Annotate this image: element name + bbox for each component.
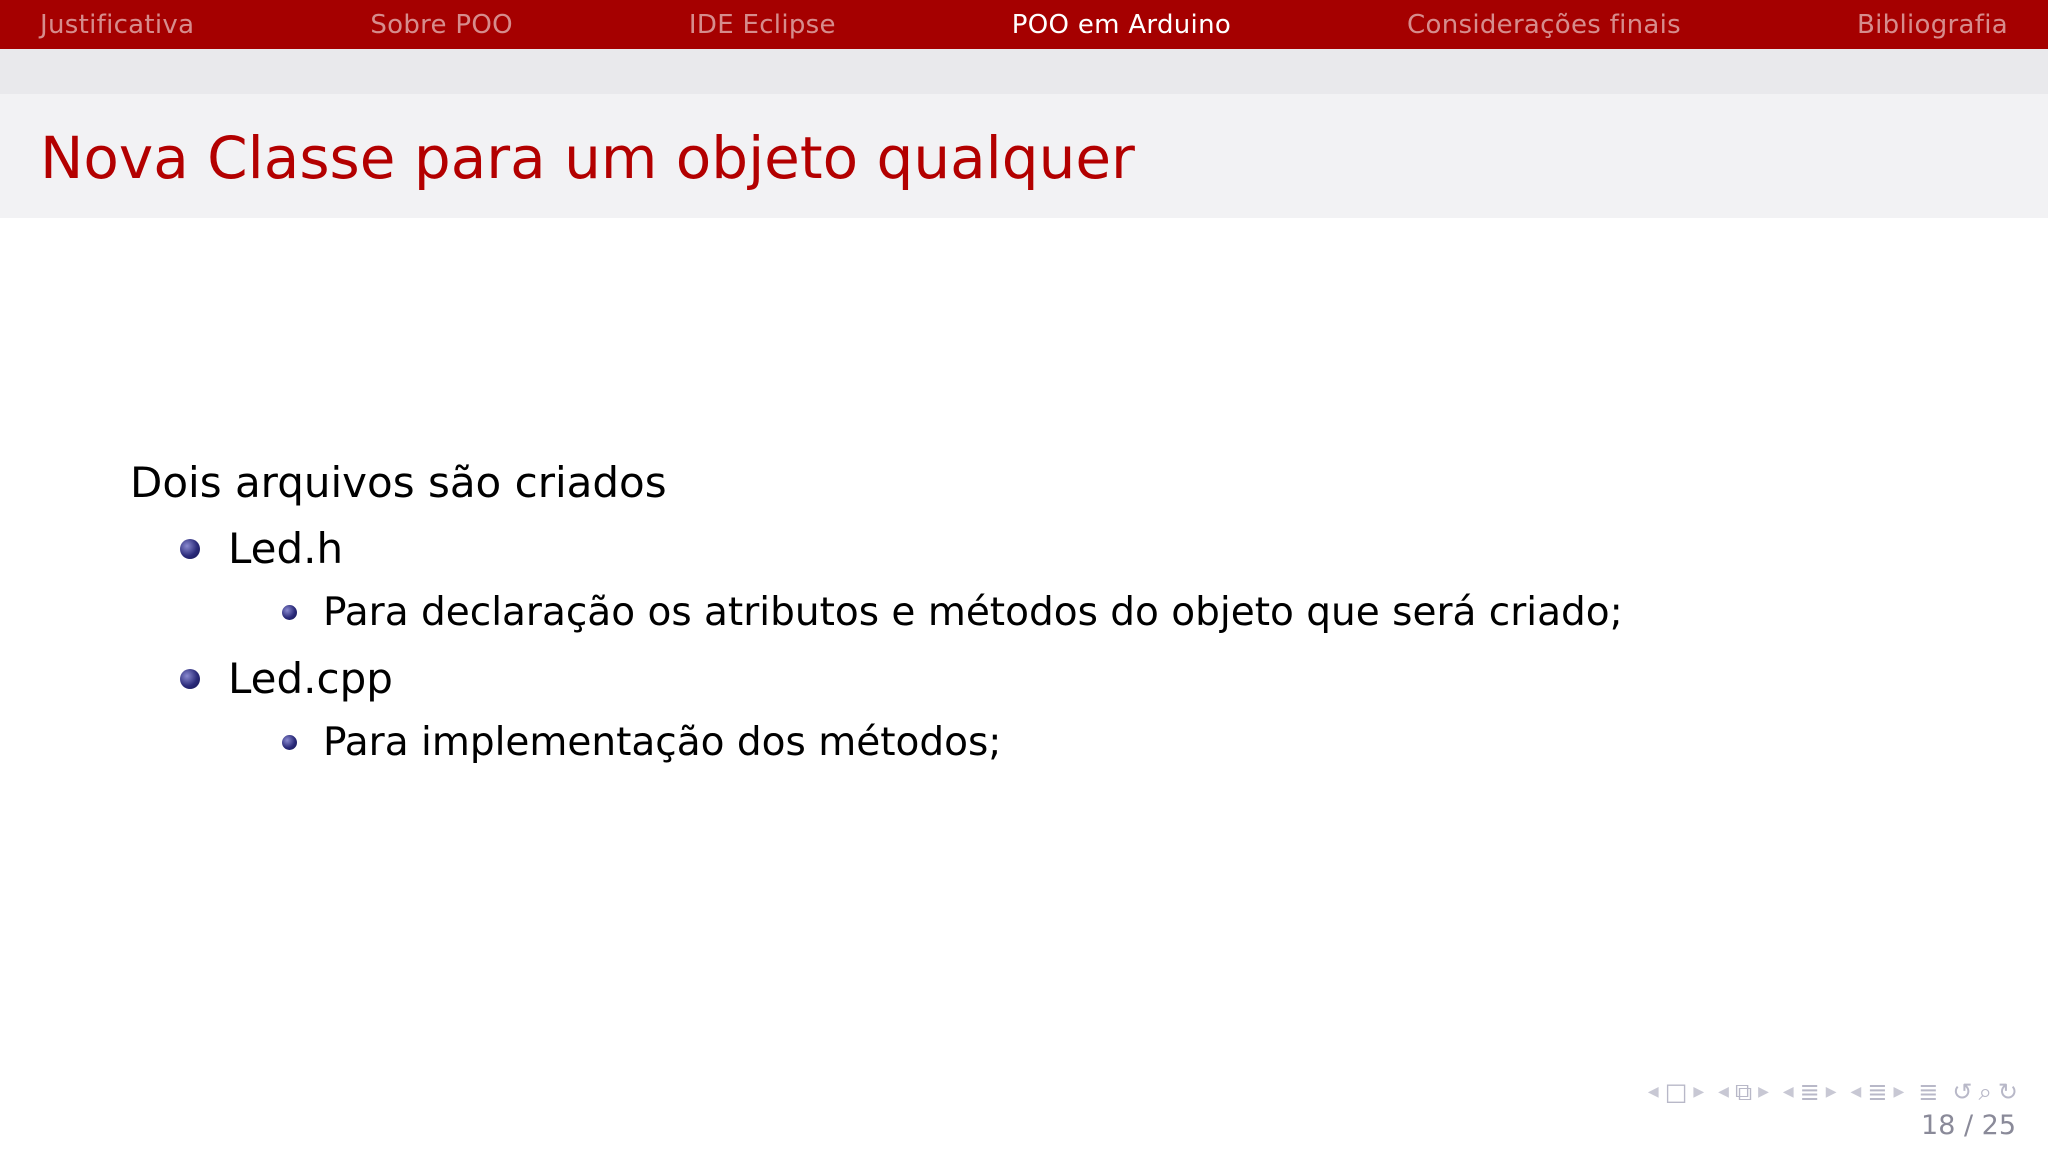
beamer-navigation-symbols xyxy=(1648,1078,2018,1106)
intro-text: Dois arquivos são criados xyxy=(130,458,667,507)
toc-icon[interactable]: ≣ xyxy=(1918,1078,1939,1106)
nav-item-consideracoes-finais[interactable]: Considerações finais xyxy=(1407,9,1682,40)
page-separator: / xyxy=(1955,1110,1982,1141)
nav-item-bibliografia[interactable]: Bibliografia xyxy=(1857,9,2008,40)
list-item-label: Led.h xyxy=(228,524,344,573)
slide-nav-icon[interactable]: ◀ □ ▶ xyxy=(1647,1078,1705,1106)
list-item xyxy=(180,524,343,573)
sub-list-item xyxy=(282,720,1001,765)
top-navigation xyxy=(0,0,2048,49)
page-current: 18 xyxy=(1921,1110,1956,1141)
slide-title: Nova Classe para um objeto qualquer xyxy=(40,124,1135,192)
nav-item-poo-em-arduino[interactable]: POO em Arduino xyxy=(1011,9,1232,40)
nav-item-ide-eclipse[interactable]: IDE Eclipse xyxy=(688,9,836,40)
bullet-icon xyxy=(282,605,297,620)
sub-list-item-label: Para declaração os atributos e métodos do objeto que será criado; xyxy=(323,590,1623,635)
sub-list-item xyxy=(282,590,1623,635)
page-total: 25 xyxy=(1981,1110,2016,1141)
bullet-icon xyxy=(180,669,200,689)
sub-list-item-label: Para implementação dos métodos; xyxy=(323,720,1002,765)
back-forward-search-icon[interactable]: ↺ ⌕ ↻ xyxy=(1952,1078,2018,1106)
nav-item-sobre-poo[interactable]: Sobre POO xyxy=(370,9,513,40)
header-spacer xyxy=(0,49,2048,94)
nav-item-justificativa[interactable]: Justificativa xyxy=(40,9,195,40)
bullet-icon xyxy=(180,539,200,559)
list-item-label: Led.cpp xyxy=(228,654,393,703)
bullet-icon xyxy=(282,735,297,750)
section-nav-icon[interactable]: ◀ ≣ ▶ xyxy=(1850,1078,1905,1106)
page-number xyxy=(1921,1110,2016,1141)
subsection-nav-icon[interactable]: ◀ ≣ ▶ xyxy=(1782,1078,1837,1106)
frame-title-bar xyxy=(0,94,2048,218)
frame-nav-icon[interactable]: ◀ ⧉ ▶ xyxy=(1718,1078,1769,1106)
slide-content xyxy=(0,218,2048,1038)
list-item xyxy=(180,654,393,703)
